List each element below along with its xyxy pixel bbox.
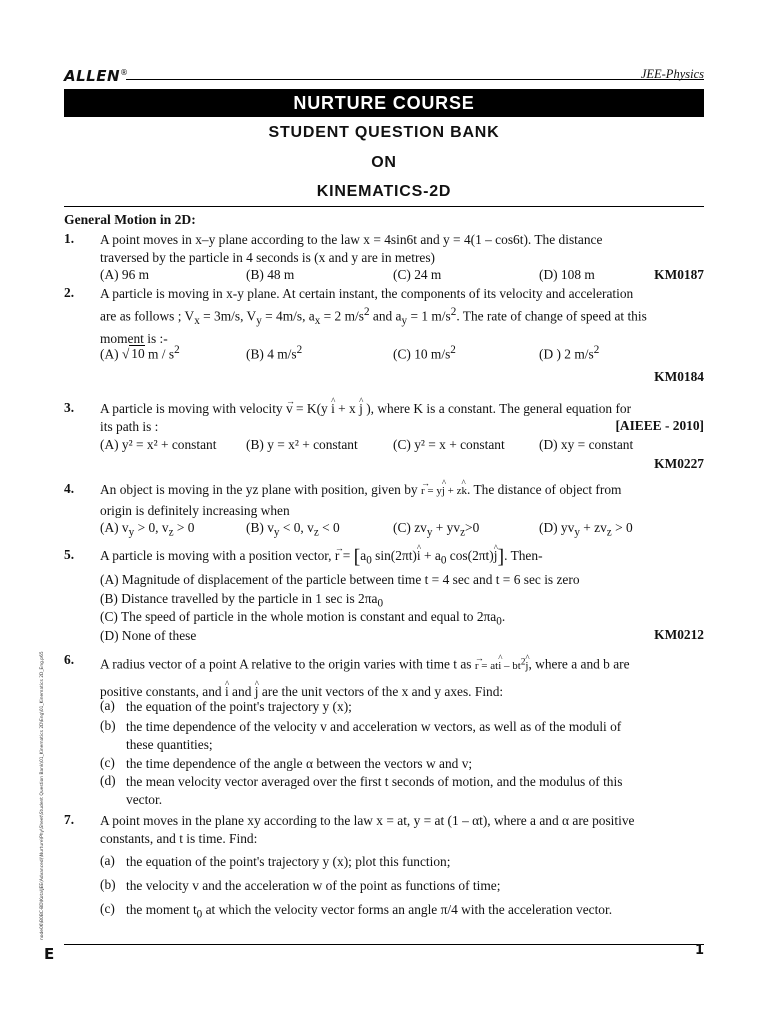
title-line-1: STUDENT QUESTION BANK bbox=[268, 124, 500, 141]
q7-part-b-label: (b) bbox=[100, 877, 116, 892]
q2-option-a: (A) √ 10 m / $s^2$ bbox=[100, 344, 180, 362]
q4-number: 4. bbox=[64, 481, 75, 496]
q3-option-b: (B) y = x² + constant bbox=[246, 437, 358, 452]
q5-option-b: (B) Distance travelled by the particle in 1 sec is $2\pi a_0$ bbox=[100, 591, 384, 610]
q6-text: A radius vector of a point A relative to the origin varies with time t as → r = at^ i – $bt^2\^{}$ j, where a and b are positive constants, and ^ i and ^ j are the unit vectors of the x and y axes. Find: bbox=[100, 652, 705, 701]
q6-part-b-text: the time dependence of the velocity v and acceleration w vectors, as well as of the moduli of these quantities; bbox=[126, 719, 622, 752]
q6-number: 6. bbox=[64, 652, 75, 667]
q3-code: KM0227 bbox=[654, 456, 704, 471]
q7-number: 7. bbox=[64, 812, 75, 827]
title-line-2: ON bbox=[371, 154, 397, 171]
q2-option-c: (C) 10 $m/s^2$ bbox=[393, 344, 456, 362]
q6-part-b-label: (b) bbox=[100, 718, 116, 733]
title-line-3: KINEMATICS-2D bbox=[316, 183, 452, 200]
q4-options bbox=[0, 520, 768, 538]
q4-option-b: (B) $v_y < 0$, $v_z < 0$ bbox=[246, 520, 340, 539]
q7-part-a-text: the equation of the point's trajectory y (x); plot this function; bbox=[126, 854, 451, 869]
q5-number: 5. bbox=[64, 547, 75, 562]
q5-option-d: (D) None of these bbox=[100, 628, 197, 643]
q3-number: 3. bbox=[64, 400, 75, 415]
v-vector-symbol: → v bbox=[286, 400, 293, 418]
q7-part-a-label: (a) bbox=[100, 853, 115, 868]
q5-option-a: (A) Magnitude of displacement of the particle between time t = 4 sec and t = 6 sec is zero bbox=[100, 572, 580, 587]
q6-part-a-label: (a) bbox=[100, 698, 115, 713]
course-banner: NURTURE COURSE bbox=[64, 89, 704, 117]
q6-part-c-text: the time dependence of the angle α between the vectors w and v; bbox=[126, 756, 473, 771]
q6-part-a-text: the equation of the point's trajectory y (x); bbox=[126, 699, 352, 714]
q7-part-c-label: (c) bbox=[100, 901, 115, 916]
q7-text: A point moves in the plane xy according to the law x = at, y = at (1 – αt), where a and α are positive constants, and t is time. Find: bbox=[100, 813, 635, 846]
q1-option-d: (D) 108 m bbox=[539, 267, 595, 282]
q2-options bbox=[0, 344, 768, 364]
allen-logo: ALLEN® bbox=[64, 67, 129, 85]
q2-code: KM0184 bbox=[654, 369, 704, 384]
q1-text: A point moves in x–y plane according to the law x = 4sin6t and y = 4(1 – cos6t). The distance traversed by the particle in 4 seconds is (x and y are in metres) bbox=[100, 232, 603, 265]
q6-part-d-label: (d) bbox=[100, 773, 116, 788]
q5-code: KM0212 bbox=[654, 627, 704, 642]
q1-number: 1. bbox=[64, 231, 75, 246]
q4-text: An object is moving in the yz plane with position, given by → r = y^ j + z^ k. The distance of object from origin is definitely increasing when bbox=[100, 481, 705, 520]
q1-option-c: (C) 24 m bbox=[393, 267, 442, 282]
section-heading: General Motion in 2D: bbox=[64, 212, 196, 227]
q3-reference: [AIEEE - 2010] bbox=[615, 418, 704, 433]
q3-options bbox=[0, 437, 768, 455]
footer-rule bbox=[64, 944, 704, 945]
file-path-note: node06\B0BC-BD\Kota\JEE(Advanced)\Nurture\Phy\Sheet\Student Question Bank\01_Kinematics 2D\Eng\01_Kinematics 2D_Eng.p65 bbox=[40, 651, 45, 940]
q5-text: A particle is moving with a position vector, → $r = [a_0$ sin(2πt)^ $i + a_0$ cos(2πt)^ j]. Then- bbox=[100, 547, 705, 570]
q2-number: 2. bbox=[64, 285, 75, 300]
q2-text: A particle is moving in x-y plane. At certain instant, the components of its velocity and acceleration are as follows ; $V_x = 3m/s$, $V_y = 4m/s$, $a_x = 2$ $m/s^2$ and $a_y = 1$ $m/s^2$. The rate of change of speed at this moment is :- bbox=[100, 286, 647, 347]
q5-option-c: (C) The speed of particle in the whole motion is constant and equal to $2\pi a_0$. bbox=[100, 609, 506, 628]
q3-option-a: (A) y² = x² + constant bbox=[100, 437, 217, 452]
q6-part-c-label: (c) bbox=[100, 755, 115, 770]
q6-part-d-text: the mean velocity vector averaged over the first t seconds of motion, and the modulus of this vector. bbox=[126, 774, 623, 807]
q1-option-a: (A) 96 m bbox=[100, 267, 150, 282]
q1-options bbox=[0, 267, 768, 285]
q1-option-b: (B) 48 m bbox=[246, 267, 295, 282]
q1-code: KM0187 bbox=[654, 267, 704, 282]
q7-part-b-text: the velocity v and the acceleration w of the point as functions of time; bbox=[126, 878, 501, 893]
title-rule bbox=[64, 206, 704, 207]
q3-option-d: (D) xy = constant bbox=[539, 437, 634, 452]
q4-option-d: (D) $yv_y + zv_z > 0$ bbox=[539, 520, 633, 539]
q4-option-a: (A) $v_y > 0$, $v_z > 0$ bbox=[100, 520, 195, 539]
q7-part-c-text: the moment $t_0$ at which the velocity vector forms an angle π/4 with the acceleration vector. bbox=[126, 902, 613, 921]
page-number: 1 bbox=[694, 943, 704, 958]
header-rule bbox=[126, 79, 704, 80]
q2-option-b: (B) 4 $m/s^2$ bbox=[246, 344, 303, 362]
q2-option-d: (D ) 2 $m/s^2$ bbox=[539, 344, 600, 362]
q3-text: A particle is moving with velocity → v = K(y ^ i + x ^ j ), where K is a constant. The general equation for its path is : bbox=[100, 400, 705, 436]
q3-option-c: (C) y² = x + constant bbox=[393, 437, 505, 452]
q4-option-c: (C) $zv_y + yv_z>0$ bbox=[393, 520, 480, 539]
footer-letter: E bbox=[44, 945, 55, 963]
subject-label: JEE-Physics bbox=[640, 67, 704, 81]
